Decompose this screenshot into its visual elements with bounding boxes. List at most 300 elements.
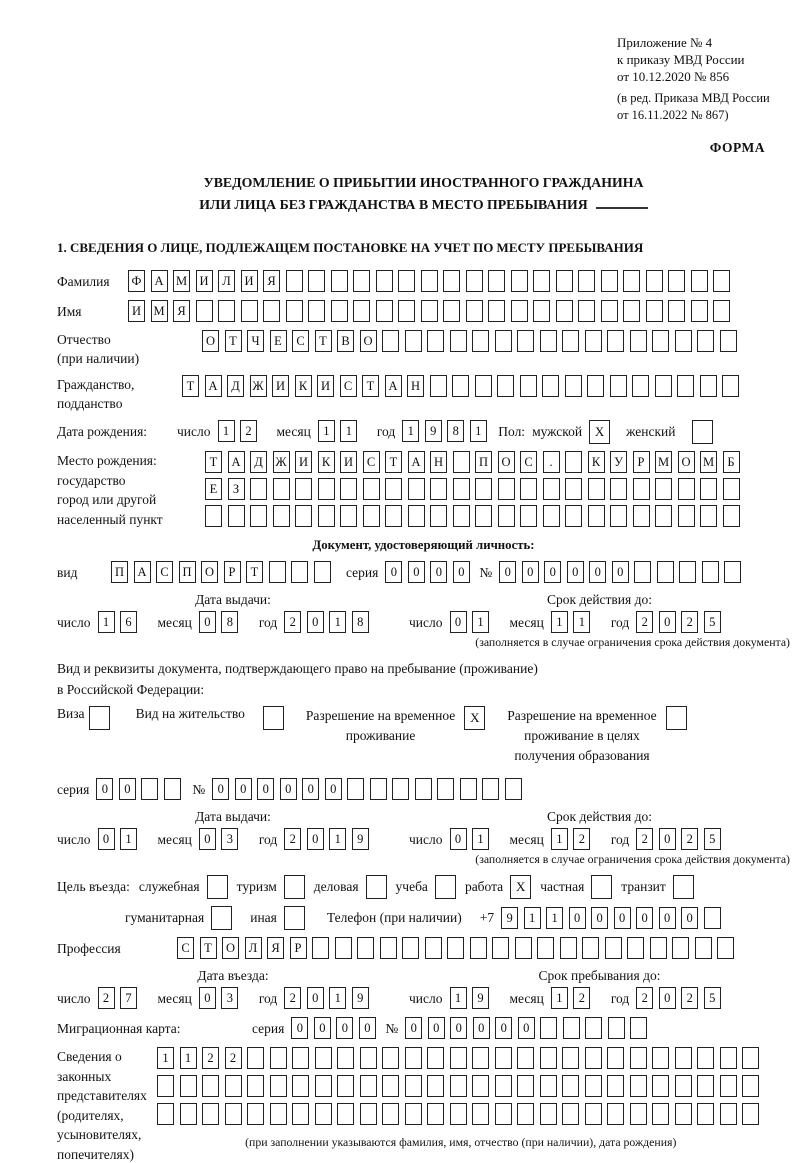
char-cell[interactable] bbox=[652, 330, 669, 352]
char-cell[interactable] bbox=[517, 1047, 534, 1069]
char-cell[interactable] bbox=[632, 375, 649, 397]
char-cell[interactable]: 8 bbox=[447, 420, 464, 442]
char-cell[interactable] bbox=[650, 937, 667, 959]
char-cell[interactable]: 0 bbox=[589, 561, 606, 583]
char-cell[interactable] bbox=[668, 300, 685, 322]
char-cell[interactable]: 2 bbox=[573, 987, 590, 1009]
char-cell[interactable] bbox=[472, 330, 489, 352]
char-cell[interactable] bbox=[585, 1075, 602, 1097]
char-cell[interactable]: Д bbox=[227, 375, 244, 397]
char-cell[interactable] bbox=[565, 478, 582, 500]
char-cell[interactable] bbox=[607, 1103, 624, 1125]
char-cell[interactable] bbox=[540, 1047, 557, 1069]
char-cell[interactable]: 2 bbox=[636, 828, 653, 850]
char-cell[interactable] bbox=[498, 505, 515, 527]
char-cell[interactable]: 1 bbox=[329, 828, 346, 850]
char-cell[interactable] bbox=[517, 330, 534, 352]
char-cell[interactable]: 0 bbox=[291, 1017, 308, 1039]
char-cell[interactable] bbox=[398, 270, 415, 292]
char-cell[interactable]: Е bbox=[270, 330, 287, 352]
char-cell[interactable]: 0 bbox=[212, 778, 229, 800]
char-cell[interactable] bbox=[225, 1075, 242, 1097]
char-cell[interactable] bbox=[724, 561, 741, 583]
char-cell[interactable] bbox=[562, 1103, 579, 1125]
char-cell[interactable]: 1 bbox=[551, 611, 568, 633]
sex-female-checkbox[interactable] bbox=[692, 420, 713, 444]
purpose-checkbox[interactable] bbox=[207, 875, 228, 899]
char-cell[interactable] bbox=[247, 1103, 264, 1125]
char-cell[interactable] bbox=[360, 1075, 377, 1097]
char-cell[interactable] bbox=[337, 1075, 354, 1097]
char-cell[interactable] bbox=[655, 375, 672, 397]
char-cell[interactable] bbox=[475, 375, 492, 397]
char-cell[interactable]: 0 bbox=[280, 778, 297, 800]
char-cell[interactable] bbox=[562, 1047, 579, 1069]
char-cell[interactable]: С bbox=[520, 451, 537, 473]
char-cell[interactable]: Б bbox=[723, 451, 740, 473]
char-cell[interactable] bbox=[540, 1075, 557, 1097]
char-cell[interactable]: 0 bbox=[569, 907, 586, 929]
char-cell[interactable] bbox=[630, 1047, 647, 1069]
char-cell[interactable]: 0 bbox=[405, 1017, 422, 1039]
char-cell[interactable] bbox=[556, 270, 573, 292]
char-cell[interactable] bbox=[331, 270, 348, 292]
char-cell[interactable] bbox=[607, 1047, 624, 1069]
char-cell[interactable] bbox=[742, 1075, 759, 1097]
char-cell[interactable] bbox=[630, 330, 647, 352]
char-cell[interactable]: О bbox=[498, 451, 515, 473]
char-cell[interactable] bbox=[623, 300, 640, 322]
char-cell[interactable]: К bbox=[295, 375, 312, 397]
char-cell[interactable]: 0 bbox=[96, 778, 113, 800]
purpose-checkbox[interactable] bbox=[591, 875, 612, 899]
char-cell[interactable]: 0 bbox=[307, 828, 324, 850]
char-cell[interactable] bbox=[675, 330, 692, 352]
char-cell[interactable] bbox=[713, 270, 730, 292]
char-cell[interactable]: 0 bbox=[385, 561, 402, 583]
char-cell[interactable]: А bbox=[408, 451, 425, 473]
char-cell[interactable] bbox=[482, 778, 499, 800]
char-cell[interactable]: Т bbox=[362, 375, 379, 397]
char-cell[interactable] bbox=[450, 1047, 467, 1069]
char-cell[interactable] bbox=[141, 778, 158, 800]
char-cell[interactable] bbox=[672, 937, 689, 959]
char-cell[interactable] bbox=[205, 505, 222, 527]
char-cell[interactable] bbox=[607, 1075, 624, 1097]
char-cell[interactable]: 0 bbox=[307, 987, 324, 1009]
char-cell[interactable] bbox=[540, 330, 557, 352]
char-cell[interactable] bbox=[430, 375, 447, 397]
char-cell[interactable] bbox=[505, 778, 522, 800]
char-cell[interactable]: 2 bbox=[225, 1047, 242, 1069]
char-cell[interactable]: О bbox=[678, 451, 695, 473]
char-cell[interactable] bbox=[556, 300, 573, 322]
char-cell[interactable]: Р bbox=[290, 937, 307, 959]
char-cell[interactable]: 0 bbox=[314, 1017, 331, 1039]
char-cell[interactable]: О bbox=[202, 330, 219, 352]
char-cell[interactable]: 0 bbox=[302, 778, 319, 800]
char-cell[interactable]: Л bbox=[218, 270, 235, 292]
char-cell[interactable] bbox=[582, 937, 599, 959]
char-cell[interactable]: 0 bbox=[450, 611, 467, 633]
char-cell[interactable]: М bbox=[151, 300, 168, 322]
char-cell[interactable] bbox=[605, 937, 622, 959]
char-cell[interactable] bbox=[273, 505, 290, 527]
char-cell[interactable] bbox=[425, 937, 442, 959]
char-cell[interactable] bbox=[347, 778, 364, 800]
char-cell[interactable] bbox=[565, 505, 582, 527]
char-cell[interactable]: 2 bbox=[681, 987, 698, 1009]
char-cell[interactable]: А bbox=[205, 375, 222, 397]
char-cell[interactable]: П bbox=[111, 561, 128, 583]
char-cell[interactable]: 0 bbox=[199, 611, 216, 633]
char-cell[interactable]: В bbox=[337, 330, 354, 352]
char-cell[interactable] bbox=[511, 300, 528, 322]
char-cell[interactable]: У bbox=[610, 451, 627, 473]
char-cell[interactable]: 1 bbox=[470, 420, 487, 442]
char-cell[interactable] bbox=[601, 300, 618, 322]
char-cell[interactable] bbox=[630, 1103, 647, 1125]
char-cell[interactable] bbox=[286, 300, 303, 322]
char-cell[interactable] bbox=[678, 505, 695, 527]
char-cell[interactable] bbox=[691, 300, 708, 322]
char-cell[interactable] bbox=[427, 1075, 444, 1097]
char-cell[interactable] bbox=[263, 300, 280, 322]
char-cell[interactable]: Т bbox=[200, 937, 217, 959]
char-cell[interactable] bbox=[697, 1047, 714, 1069]
char-cell[interactable] bbox=[408, 505, 425, 527]
char-cell[interactable]: 0 bbox=[325, 778, 342, 800]
char-cell[interactable] bbox=[360, 1047, 377, 1069]
char-cell[interactable]: 1 bbox=[402, 420, 419, 442]
char-cell[interactable] bbox=[713, 300, 730, 322]
char-cell[interactable]: 7 bbox=[120, 987, 137, 1009]
char-cell[interactable]: 5 bbox=[704, 828, 721, 850]
char-cell[interactable]: 2 bbox=[284, 828, 301, 850]
char-cell[interactable]: 3 bbox=[221, 987, 238, 1009]
char-cell[interactable] bbox=[720, 1047, 737, 1069]
char-cell[interactable]: 1 bbox=[340, 420, 357, 442]
char-cell[interactable] bbox=[610, 505, 627, 527]
char-cell[interactable]: 2 bbox=[240, 420, 257, 442]
char-cell[interactable]: 0 bbox=[450, 1017, 467, 1039]
char-cell[interactable] bbox=[295, 478, 312, 500]
char-cell[interactable]: 2 bbox=[284, 611, 301, 633]
char-cell[interactable] bbox=[398, 300, 415, 322]
char-cell[interactable]: Л bbox=[245, 937, 262, 959]
char-cell[interactable] bbox=[495, 330, 512, 352]
char-cell[interactable]: 2 bbox=[202, 1047, 219, 1069]
char-cell[interactable] bbox=[408, 478, 425, 500]
char-cell[interactable] bbox=[370, 778, 387, 800]
char-cell[interactable] bbox=[515, 937, 532, 959]
char-cell[interactable] bbox=[533, 270, 550, 292]
char-cell[interactable] bbox=[376, 270, 393, 292]
char-cell[interactable]: . bbox=[543, 451, 560, 473]
char-cell[interactable] bbox=[250, 478, 267, 500]
char-cell[interactable] bbox=[691, 270, 708, 292]
char-cell[interactable] bbox=[533, 300, 550, 322]
char-cell[interactable]: Я bbox=[267, 937, 284, 959]
char-cell[interactable] bbox=[427, 330, 444, 352]
char-cell[interactable] bbox=[585, 330, 602, 352]
char-cell[interactable]: 0 bbox=[430, 561, 447, 583]
char-cell[interactable]: Н bbox=[407, 375, 424, 397]
char-cell[interactable] bbox=[697, 1075, 714, 1097]
char-cell[interactable]: Ч bbox=[247, 330, 264, 352]
char-cell[interactable] bbox=[196, 300, 213, 322]
char-cell[interactable] bbox=[405, 1075, 422, 1097]
char-cell[interactable] bbox=[385, 478, 402, 500]
char-cell[interactable] bbox=[453, 451, 470, 473]
char-cell[interactable]: 9 bbox=[501, 907, 518, 929]
char-cell[interactable] bbox=[292, 1075, 309, 1097]
char-cell[interactable] bbox=[286, 270, 303, 292]
char-cell[interactable] bbox=[331, 300, 348, 322]
char-cell[interactable] bbox=[492, 937, 509, 959]
char-cell[interactable]: 0 bbox=[408, 561, 425, 583]
char-cell[interactable]: З bbox=[228, 478, 245, 500]
char-cell[interactable]: 0 bbox=[659, 611, 676, 633]
char-cell[interactable]: Т bbox=[315, 330, 332, 352]
char-cell[interactable]: 2 bbox=[681, 611, 698, 633]
char-cell[interactable] bbox=[453, 505, 470, 527]
purpose-checkbox[interactable] bbox=[435, 875, 456, 899]
char-cell[interactable] bbox=[360, 1103, 377, 1125]
char-cell[interactable]: Ф bbox=[128, 270, 145, 292]
char-cell[interactable]: 8 bbox=[221, 611, 238, 633]
char-cell[interactable]: 1 bbox=[318, 420, 335, 442]
purpose-checkbox[interactable] bbox=[211, 906, 232, 930]
char-cell[interactable] bbox=[695, 937, 712, 959]
char-cell[interactable] bbox=[475, 478, 492, 500]
char-cell[interactable]: 8 bbox=[352, 611, 369, 633]
char-cell[interactable] bbox=[318, 505, 335, 527]
char-cell[interactable] bbox=[415, 778, 432, 800]
char-cell[interactable] bbox=[295, 505, 312, 527]
char-cell[interactable]: 0 bbox=[544, 561, 561, 583]
char-cell[interactable]: А bbox=[385, 375, 402, 397]
char-cell[interactable] bbox=[742, 1047, 759, 1069]
char-cell[interactable] bbox=[421, 300, 438, 322]
char-cell[interactable] bbox=[269, 561, 286, 583]
char-cell[interactable] bbox=[633, 478, 650, 500]
char-cell[interactable]: О bbox=[201, 561, 218, 583]
char-cell[interactable] bbox=[520, 375, 537, 397]
char-cell[interactable] bbox=[353, 300, 370, 322]
char-cell[interactable] bbox=[495, 1103, 512, 1125]
char-cell[interactable] bbox=[202, 1103, 219, 1125]
char-cell[interactable] bbox=[427, 1103, 444, 1125]
char-cell[interactable] bbox=[472, 1047, 489, 1069]
char-cell[interactable] bbox=[405, 1047, 422, 1069]
char-cell[interactable] bbox=[488, 300, 505, 322]
char-cell[interactable]: Я bbox=[263, 270, 280, 292]
char-cell[interactable]: Е bbox=[205, 478, 222, 500]
char-cell[interactable]: 2 bbox=[636, 611, 653, 633]
char-cell[interactable] bbox=[472, 1103, 489, 1125]
char-cell[interactable] bbox=[340, 478, 357, 500]
char-cell[interactable] bbox=[270, 1075, 287, 1097]
char-cell[interactable] bbox=[314, 561, 331, 583]
char-cell[interactable] bbox=[357, 937, 374, 959]
char-cell[interactable] bbox=[627, 937, 644, 959]
char-cell[interactable]: Т bbox=[205, 451, 222, 473]
char-cell[interactable] bbox=[385, 505, 402, 527]
purpose-checkbox[interactable] bbox=[284, 906, 305, 930]
char-cell[interactable] bbox=[655, 505, 672, 527]
char-cell[interactable] bbox=[335, 937, 352, 959]
char-cell[interactable] bbox=[466, 270, 483, 292]
char-cell[interactable]: С bbox=[363, 451, 380, 473]
char-cell[interactable] bbox=[453, 478, 470, 500]
char-cell[interactable]: 9 bbox=[352, 987, 369, 1009]
char-cell[interactable]: 0 bbox=[659, 828, 676, 850]
char-cell[interactable]: П bbox=[179, 561, 196, 583]
char-cell[interactable]: 0 bbox=[522, 561, 539, 583]
char-cell[interactable] bbox=[540, 1103, 557, 1125]
char-cell[interactable]: 9 bbox=[352, 828, 369, 850]
char-cell[interactable]: 2 bbox=[681, 828, 698, 850]
char-cell[interactable] bbox=[562, 1075, 579, 1097]
char-cell[interactable] bbox=[241, 300, 258, 322]
char-cell[interactable] bbox=[315, 1103, 332, 1125]
char-cell[interactable]: 0 bbox=[307, 611, 324, 633]
char-cell[interactable] bbox=[308, 300, 325, 322]
char-cell[interactable] bbox=[634, 561, 651, 583]
char-cell[interactable] bbox=[497, 375, 514, 397]
char-cell[interactable] bbox=[450, 1075, 467, 1097]
char-cell[interactable] bbox=[228, 505, 245, 527]
char-cell[interactable] bbox=[363, 505, 380, 527]
char-cell[interactable]: И bbox=[340, 451, 357, 473]
char-cell[interactable] bbox=[470, 937, 487, 959]
char-cell[interactable] bbox=[668, 270, 685, 292]
char-cell[interactable] bbox=[460, 778, 477, 800]
char-cell[interactable] bbox=[540, 1017, 557, 1039]
char-cell[interactable] bbox=[273, 478, 290, 500]
char-cell[interactable]: Д bbox=[250, 451, 267, 473]
char-cell[interactable] bbox=[657, 561, 674, 583]
char-cell[interactable] bbox=[353, 270, 370, 292]
char-cell[interactable]: Ж bbox=[273, 451, 290, 473]
char-cell[interactable] bbox=[498, 478, 515, 500]
char-cell[interactable] bbox=[382, 1103, 399, 1125]
char-cell[interactable] bbox=[717, 937, 734, 959]
char-cell[interactable] bbox=[270, 1103, 287, 1125]
char-cell[interactable] bbox=[679, 561, 696, 583]
char-cell[interactable]: 1 bbox=[546, 907, 563, 929]
char-cell[interactable] bbox=[560, 937, 577, 959]
char-cell[interactable] bbox=[430, 478, 447, 500]
char-cell[interactable]: 1 bbox=[472, 828, 489, 850]
char-cell[interactable]: Н bbox=[430, 451, 447, 473]
char-cell[interactable]: 1 bbox=[524, 907, 541, 929]
char-cell[interactable]: И bbox=[272, 375, 289, 397]
sex-male-checkbox[interactable]: X bbox=[589, 420, 610, 444]
char-cell[interactable] bbox=[610, 375, 627, 397]
char-cell[interactable]: 0 bbox=[567, 561, 584, 583]
char-cell[interactable] bbox=[495, 1075, 512, 1097]
char-cell[interactable] bbox=[630, 1075, 647, 1097]
char-cell[interactable] bbox=[437, 778, 454, 800]
char-cell[interactable] bbox=[700, 478, 717, 500]
char-cell[interactable]: 1 bbox=[218, 420, 235, 442]
char-cell[interactable] bbox=[450, 330, 467, 352]
char-cell[interactable] bbox=[405, 330, 422, 352]
char-cell[interactable]: 0 bbox=[495, 1017, 512, 1039]
char-cell[interactable] bbox=[180, 1103, 197, 1125]
char-cell[interactable]: 0 bbox=[614, 907, 631, 929]
char-cell[interactable]: И bbox=[128, 300, 145, 322]
char-cell[interactable]: 0 bbox=[257, 778, 274, 800]
char-cell[interactable] bbox=[623, 270, 640, 292]
char-cell[interactable] bbox=[427, 1047, 444, 1069]
char-cell[interactable]: А bbox=[151, 270, 168, 292]
char-cell[interactable] bbox=[180, 1075, 197, 1097]
char-cell[interactable] bbox=[247, 1047, 264, 1069]
char-cell[interactable] bbox=[517, 1103, 534, 1125]
char-cell[interactable] bbox=[520, 505, 537, 527]
char-cell[interactable]: И bbox=[295, 451, 312, 473]
char-cell[interactable]: 0 bbox=[359, 1017, 376, 1039]
char-cell[interactable]: Р bbox=[224, 561, 241, 583]
char-cell[interactable]: 2 bbox=[636, 987, 653, 1009]
char-cell[interactable] bbox=[312, 937, 329, 959]
char-cell[interactable]: 9 bbox=[472, 987, 489, 1009]
char-cell[interactable] bbox=[443, 270, 460, 292]
char-cell[interactable]: А bbox=[228, 451, 245, 473]
visa-checkbox[interactable] bbox=[89, 706, 110, 730]
char-cell[interactable] bbox=[475, 505, 492, 527]
char-cell[interactable]: 0 bbox=[659, 987, 676, 1009]
char-cell[interactable] bbox=[610, 478, 627, 500]
char-cell[interactable] bbox=[466, 300, 483, 322]
char-cell[interactable] bbox=[588, 478, 605, 500]
char-cell[interactable]: К bbox=[588, 451, 605, 473]
char-cell[interactable] bbox=[720, 1103, 737, 1125]
char-cell[interactable]: 0 bbox=[591, 907, 608, 929]
char-cell[interactable]: Т bbox=[182, 375, 199, 397]
residence-permit-checkbox[interactable] bbox=[263, 706, 284, 730]
char-cell[interactable] bbox=[292, 1103, 309, 1125]
char-cell[interactable]: Т bbox=[385, 451, 402, 473]
char-cell[interactable] bbox=[700, 375, 717, 397]
char-cell[interactable] bbox=[402, 937, 419, 959]
char-cell[interactable] bbox=[488, 270, 505, 292]
char-cell[interactable] bbox=[315, 1075, 332, 1097]
char-cell[interactable]: 3 bbox=[221, 828, 238, 850]
char-cell[interactable] bbox=[678, 478, 695, 500]
char-cell[interactable]: 1 bbox=[157, 1047, 174, 1069]
char-cell[interactable]: 2 bbox=[573, 828, 590, 850]
char-cell[interactable]: С bbox=[156, 561, 173, 583]
char-cell[interactable] bbox=[720, 1075, 737, 1097]
char-cell[interactable]: Т bbox=[225, 330, 242, 352]
char-cell[interactable] bbox=[697, 1103, 714, 1125]
char-cell[interactable]: 5 bbox=[704, 611, 721, 633]
char-cell[interactable]: 0 bbox=[518, 1017, 535, 1039]
char-cell[interactable] bbox=[450, 1103, 467, 1125]
char-cell[interactable]: 1 bbox=[329, 611, 346, 633]
char-cell[interactable]: 5 bbox=[704, 987, 721, 1009]
char-cell[interactable] bbox=[164, 778, 181, 800]
char-cell[interactable] bbox=[202, 1075, 219, 1097]
char-cell[interactable]: 0 bbox=[659, 907, 676, 929]
char-cell[interactable] bbox=[723, 478, 740, 500]
char-cell[interactable] bbox=[430, 505, 447, 527]
char-cell[interactable] bbox=[337, 1047, 354, 1069]
